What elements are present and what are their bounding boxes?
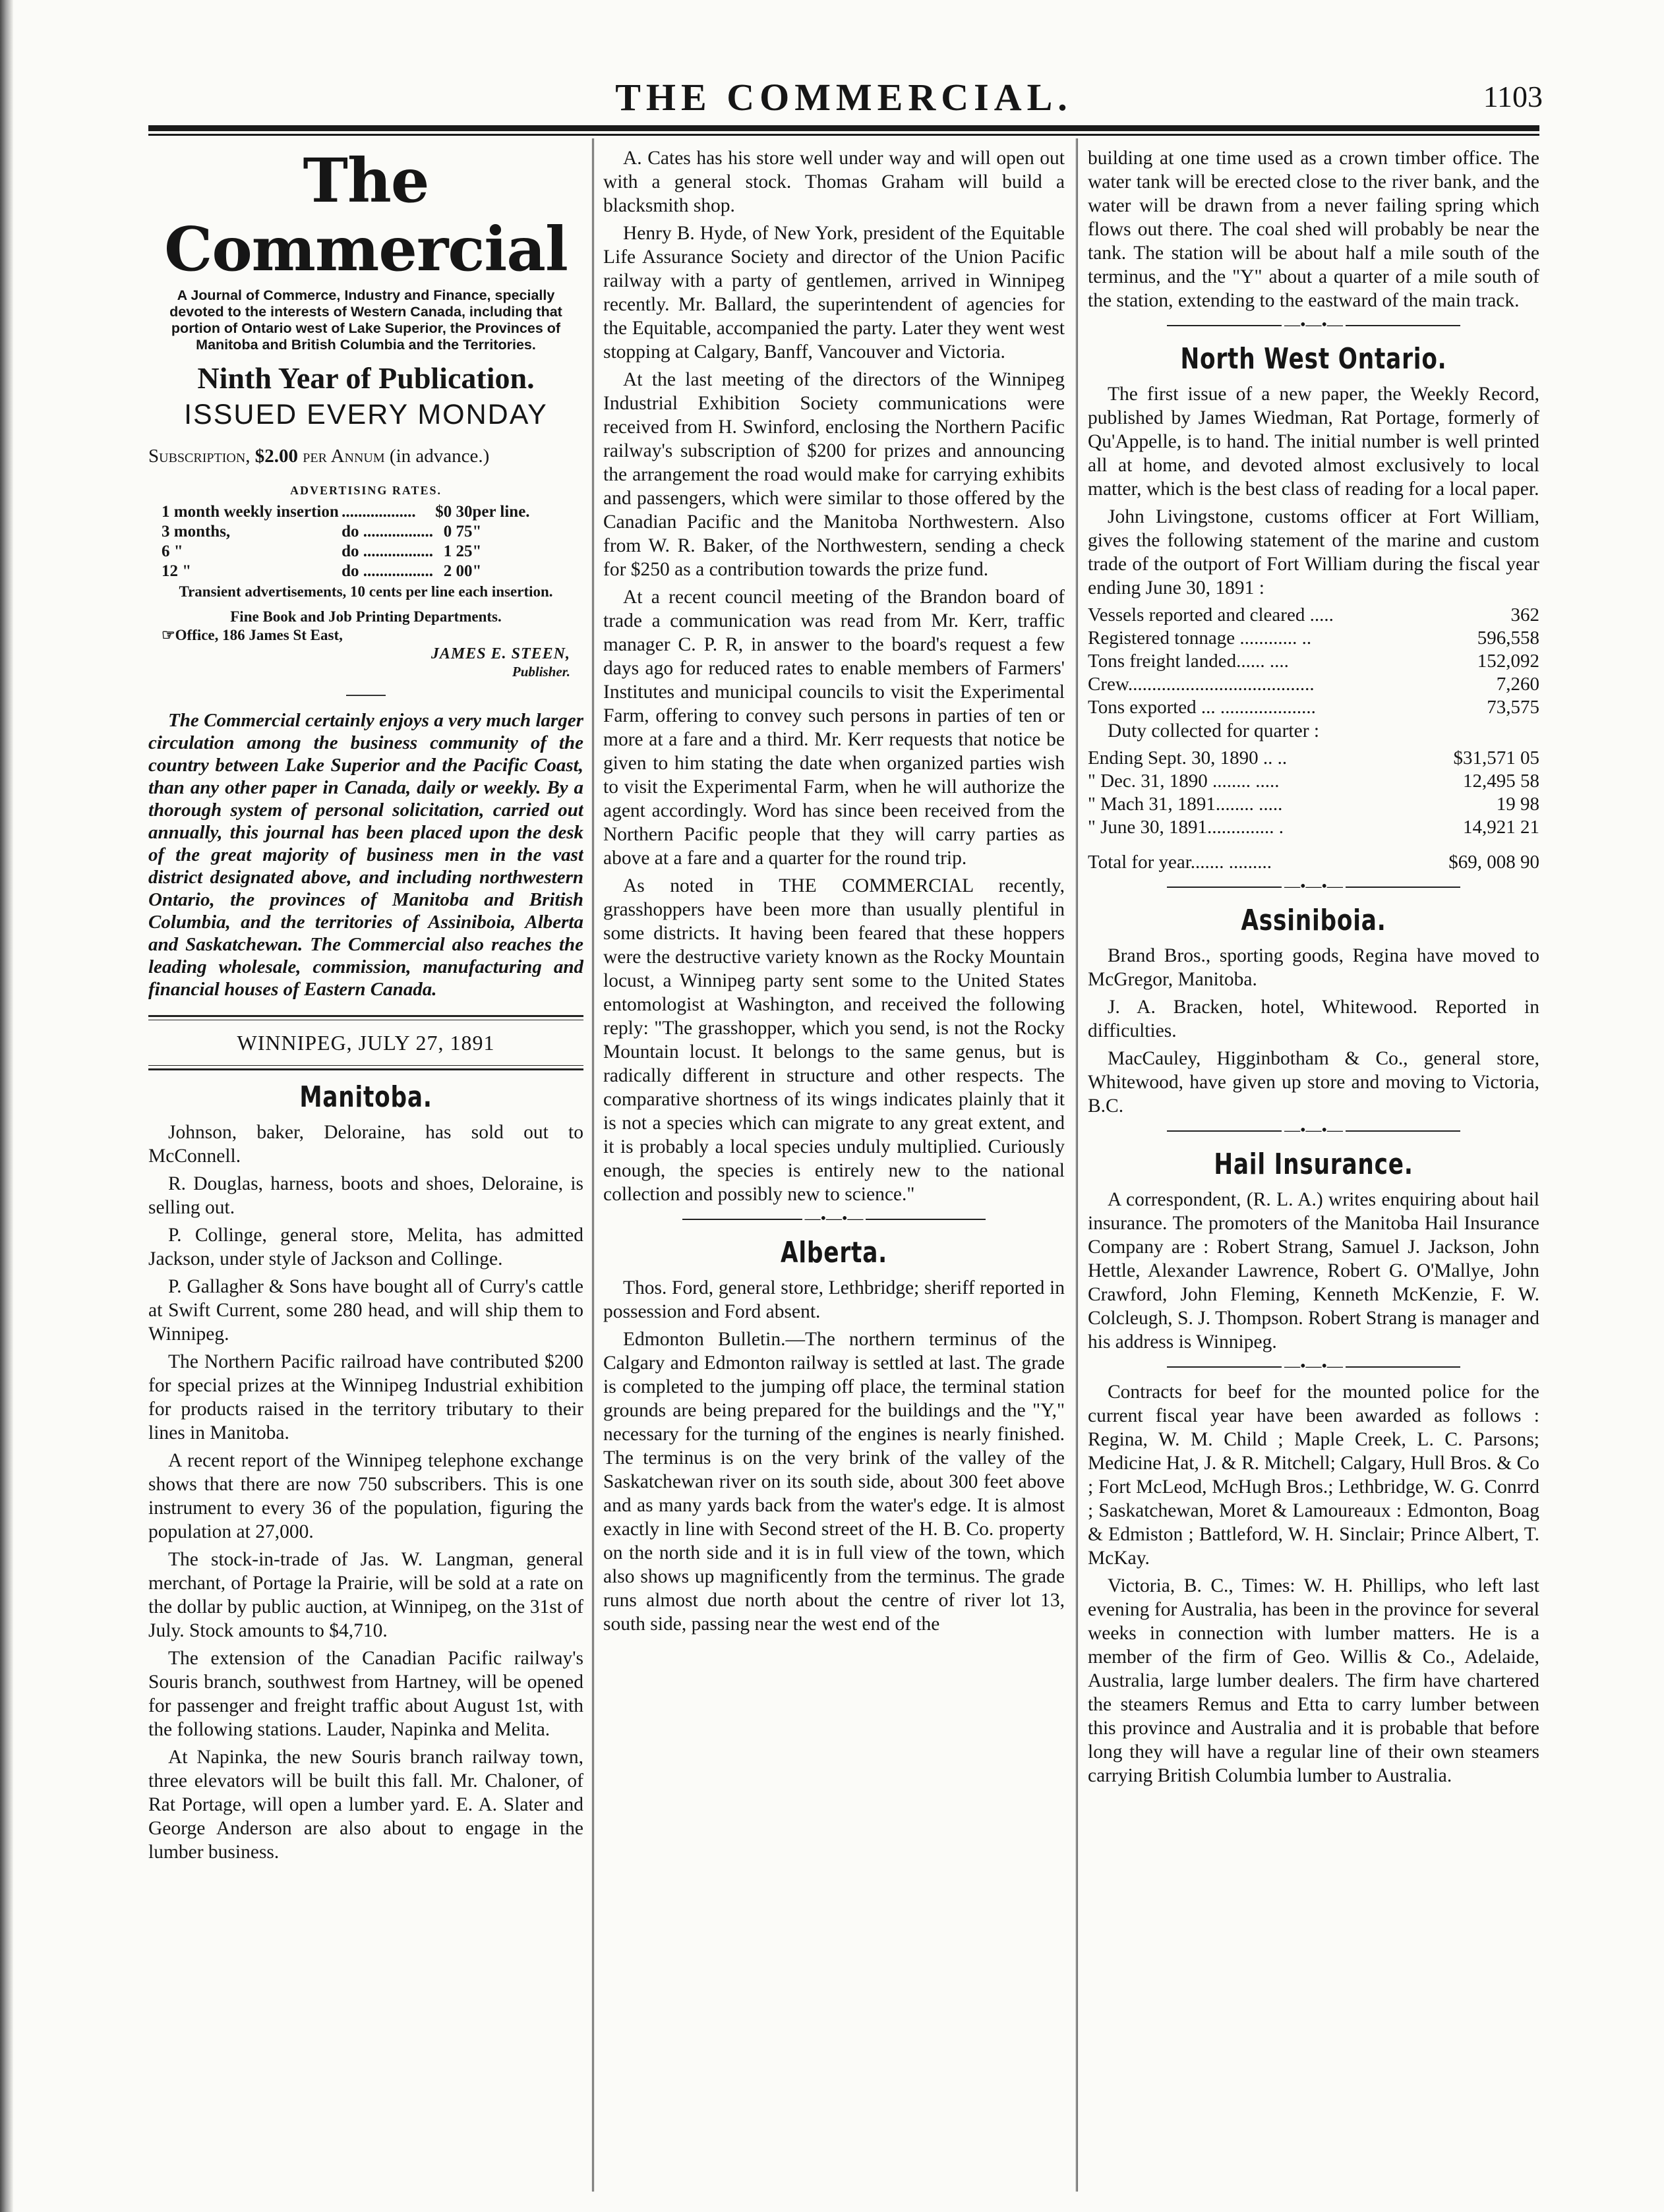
stat-value: 73,575 <box>1487 697 1539 718</box>
advertising-heading: ADVERTISING RATES. <box>289 484 442 497</box>
duty-heading: Duty collected for quarter : <box>1108 720 1320 742</box>
heading-assiniboia: Assiniboia. <box>1241 904 1386 937</box>
rate-dots: do ................. <box>342 523 434 540</box>
rate-price: 2 00 <box>443 562 473 580</box>
rate-unit: " <box>472 562 482 580</box>
assiniboia-section <box>1088 944 1539 1118</box>
duty-value: 12,495 58 <box>1463 771 1539 792</box>
duty-label: " Dec. 31, 1890 ........ ..... <box>1088 771 1280 792</box>
paragraph: Brand Bros., sporting goods, Regina have moved to McGregor, Manitoba. <box>1088 945 1539 990</box>
fine-book-note: Fine Book and Job Printing Departments. <box>230 608 502 625</box>
subscription-note: (in advance.) <box>389 446 490 467</box>
transient-note: Transient advertisements, 10 cents per line each insertion. <box>179 583 553 600</box>
section-divider: —•—•— <box>682 1211 986 1227</box>
paragraph: MacCauley, Higginbotham & Co., general store, Whitewood, have given up store and moving to Victoria, B.C. <box>1088 1048 1539 1117</box>
paragraph: John Livingstone, customs officer at Fort William, gives the following statement of the marine and custom trade of the outport of Fort William during the fiscal year ending June 30, 1891 : <box>1088 506 1539 598</box>
duty-value: 14,921 21 <box>1463 817 1539 838</box>
paragraph: A correspondent, (R. L. A.) writes enquiring about hail insurance. The promoters of the Manitoba Hail Insurance Company are : Robert Strang, Samuel J. Jackson, John Hettle, Alexander Lawrence, Robert G. O'Mallye, John Crawford, John Fleming, Kenneth McKenzie, F. W. Colcleugh, S. J. Thompson. Robert Strang is manager and his address is Winnipeg. <box>1088 1189 1539 1353</box>
duty-label: " June 30, 1891.............. . <box>1088 817 1284 838</box>
table-row <box>162 542 531 562</box>
rate-period: 1 month weekly insertion <box>162 503 339 521</box>
total-value: $69, 008 90 <box>1448 852 1539 873</box>
misc-section <box>1088 1380 1539 1788</box>
stat-label: Tons exported ... .................... <box>1088 697 1316 718</box>
table-row <box>162 522 531 542</box>
table-row <box>1088 650 1539 673</box>
column-rule <box>592 138 594 2192</box>
paragraph: Henry B. Hyde, of New York, president of the Equitable Life Assurance Society and director of the Union Pacific railway with a party of gentlemen, arrived in Winnipeg recently. Mr. Ballard, the superintendent of agencies for the Equitable, accompanied the party. Later they went west stopping at Calgary, Banff, Vancouver and Victoria. <box>603 223 1065 363</box>
issued-line: ISSUED EVERY MONDAY <box>184 399 548 430</box>
table-row <box>1088 839 1539 874</box>
heading-alberta: Alberta. <box>781 1236 887 1269</box>
subscription-price: $2.00 <box>254 446 299 467</box>
rate-price: 1 25 <box>443 542 473 560</box>
rate-period: 3 months, <box>162 523 231 540</box>
top-rule <box>148 125 1539 136</box>
paragraph: Johnson, baker, Deloraine, has sold out to McConnell. <box>148 1122 583 1167</box>
scan-edge <box>0 0 13 2212</box>
paragraph: At the last meeting of the directors of the Winnipeg Industrial Exhibition Society communications were received from H. Swinford, enclosing the Northern Pacific railway's subscription of $200 for prizes and announcing the arrangement the road would make for carrying exhibits and passengers, which were similar to those offered by the Canadian Pacific and the Manitoba Northwestern. Also from W. R. Baker, of the Northwestern, sending a check for $250 as a contribution towards the prize fund. <box>603 369 1065 580</box>
section-divider: —•—•— <box>1167 879 1460 895</box>
paragraph: building at one time used as a crown timber office. The water tank will be erected close to the river bank, and the water will be drawn from a never failing spring which flows out there. The coal shed will probably be near the tank. The station will be about half a mile south of the terminus, and the "Y" about a quarter of a mile south of the station, extending to the eastward of the main track. <box>1088 148 1539 311</box>
rate-unit: " <box>472 542 482 560</box>
table-row <box>1088 604 1539 627</box>
subscription-per: per Annum <box>303 446 385 467</box>
paragraph: The stock-in-trade of Jas. W. Langman, general merchant, of Portage la Prairie, will be sold at a rate on the dollar by public auction, at Winnipeg, on the 31st of July. Stock amounts to $4,710. <box>148 1549 583 1641</box>
subscription-label: Subscription, <box>148 446 251 467</box>
paragraph: The first issue of a new paper, the Weekly Record, published by James Wiedman, Rat Portage, formerly of Qu'Appelle, is to hand. The initial number is well printed all at home, and devoted almost exclusively to local matter, which is the best class of reading for a local paper. <box>1088 384 1539 500</box>
stat-label: Vessels reported and cleared ..... <box>1088 604 1334 626</box>
duty-value: $31,571 05 <box>1453 747 1539 769</box>
rate-dots: .................. <box>342 503 416 521</box>
paragraph: A. Cates has his store well under way and will open out with a general stock. Thomas Graham will build a blacksmith shop. <box>603 148 1065 216</box>
stat-label: Crew....................................... <box>1088 674 1315 695</box>
paragraph: Victoria, B. C., Times: W. H. Phillips, who left last evening for Australia, has been in the province for several weeks in connection with lumber matters. He is a member of the firm of Geo. Willis & Co., Adelaide, Australia, large lumber dealers. The firm have chartered the steamers Remus and Etta to carry lumber between this province and Australia and it is probable that before long they will have a regular line of their own steamers carrying British Columbia lumber to Australia. <box>1088 1575 1539 1786</box>
paragraph: A recent report of the Winnipeg telephone exchange shows that there are now 750 subscribers. This is one instrument to every 36 of the population, figuring the population at 27,000. <box>148 1450 583 1542</box>
year-of-publication: Ninth Year of Publication. <box>197 361 535 395</box>
table-row <box>1088 793 1539 816</box>
paragraph: At Napinka, the new Souris branch railway town, three elevators will be built this fall. Mr. Chaloner, of Rat Portage, will open a lumber yard. E. A. Slater and George Anderson are also about to engage in the lumber business. <box>148 1747 583 1863</box>
masthead <box>145 75 1543 121</box>
stat-value: 7,260 <box>1496 674 1539 695</box>
table-row <box>1088 770 1539 793</box>
heading-hail-insurance: Hail Insurance. <box>1214 1148 1413 1181</box>
short-rule <box>346 695 386 696</box>
table-row <box>1088 627 1539 650</box>
rate-price: 0 75 <box>443 523 473 540</box>
total-label: Total for year....... ......... <box>1088 852 1272 873</box>
table-row <box>162 562 531 581</box>
table-row <box>1088 673 1539 696</box>
column-2-items <box>603 146 1065 1206</box>
paragraph: The extension of the Canadian Pacific railway's Souris branch, southwest from Hartney, will be opened for passenger and freight traffic about August 1st, with the following stations. Lauder, Napinka and Melita. <box>148 1648 583 1740</box>
stat-value: 152,092 <box>1477 651 1539 672</box>
date-rule-bottom <box>148 1065 583 1070</box>
rate-unit: per line. <box>472 503 530 521</box>
paragraph: The Northern Pacific railroad have contributed $200 for special prizes at the Winnipeg Industrial exhibition for products raised in the territory tributary to their lines in Manitoba. <box>148 1351 583 1443</box>
stat-value: 596,558 <box>1477 627 1539 649</box>
rate-dots: do ................. <box>342 562 434 580</box>
section-divider: —•—•— <box>1167 1123 1460 1139</box>
paragraph: Contracts for beef for the mounted police for the current fiscal year have been awarded as follows : Regina, W. M. Child ; Maple Creek, L. C. Parsons; Medicine Hat, J. & R. Mitchell; Calgary, Hull Bros. & Co ; Fort McLeod, McHugh Bros.; Lethbridge, W. G. Conrrd ; Saskatchewan, Moret & Lamoureaux : Edmonton, Boag & Edmiston ; Battleford, W. H. Sinclair; Prince Albert, T. McKay. <box>1088 1382 1539 1569</box>
running-title: THE COMMERCIAL. <box>615 76 1073 119</box>
paragraph: P. Collinge, general store, Melita, has admitted Jackson, under style of Jackson and Collinge. <box>148 1225 583 1269</box>
tagline: A Journal of Commerce, Industry and Finance, specially devoted to the interests of Western Canada, including that portion of Ontario west of Lake Superior, the Provinces of Manitoba and British Columbia and the Territories. <box>169 287 562 353</box>
hail-insurance-section <box>1088 1188 1539 1354</box>
heading-manitoba: Manitoba. <box>299 1080 432 1114</box>
table-row <box>1088 816 1539 839</box>
column-1 <box>148 146 583 2190</box>
duty-label: " Mach 31, 1891........ ..... <box>1088 794 1283 815</box>
manitoba-section <box>148 1121 583 1864</box>
circulation-statement: The Commercial certainly enjoys a very much larger circulation among the business community of the country between Lake Superior and the Pacific Coast, than any other paper in Canada, daily or weekly. By a thorough system of personal solicitation, carried out annually, this journal has been placed upon the desk of the great majority of business men in the vast district designated above, and including northwestern Ontario, the provinces of Manitoba and British Columbia, and the territories of Assiniboia, Alberta and Saskatchewan. The Commercial also reaches the leading wholesale, commission, manufacturing and financial houses of Eastern Canada. <box>148 710 583 1000</box>
date-rule-top <box>148 1015 583 1020</box>
table-row <box>1088 696 1539 719</box>
paper-title: The Commercial <box>164 146 568 285</box>
duty-total <box>1088 839 1539 874</box>
north-west-ontario-section <box>1088 382 1539 600</box>
stat-value: 362 <box>1510 604 1539 626</box>
stat-label: Tons freight landed...... .... <box>1088 651 1289 672</box>
column-3 <box>1088 146 1539 2190</box>
rate-period: 6 " <box>162 542 183 560</box>
duty-label: Ending Sept. 30, 1890 .. .. <box>1088 747 1288 769</box>
rate-period: 12 " <box>162 562 192 580</box>
column-rule <box>1076 138 1078 2192</box>
advertising-rates <box>162 502 531 581</box>
dateline: WINNIPEG, JULY 27, 1891 <box>237 1031 495 1055</box>
heading-north-west-ontario: North West Ontario. <box>1180 342 1447 376</box>
duty-value: 19 98 <box>1496 794 1539 815</box>
paragraph: At a recent council meeting of the Brandon board of trade a communication was read from Mr. Kerr, traffic manager C. P. R, in answer to the board's request a few days ago for reduced rates to enable members of Farmers' Institutes and municipal councils to visit the Experimental Farm, offering to convey such persons in parties of ten or more at a fare and a third. Mr. Kerr requests that notice be given to him stating the date when organized parties wish to visit the Experimental Farm, when he will authorize the agent accordingly. Word has since been received from the Northern Pacific people that they will carry parties as above at a fare and a quarter for the round trip. <box>603 587 1065 869</box>
paragraph: As noted in THE COMMERCIAL recently, grasshoppers have been more than usually plentiful in some districts. It having been feared that these hoppers were the destructive variety known as the Rocky Mountain locust, a Winnipeg party sent some to the United States entomologist at Washington, and received the following reply: "The grasshopper, which you send, is not the Rocky Mountain locust. It belongs to the same genus, but is radically different in structure and other respects. The comparative shortness of its wings indicates plainly that it is not a species which can migrate to any great extent, and it is probably a local species unduly multiplied. Curiously enough, the species is entirely new to the national collection and possibly new to science." <box>603 875 1065 1205</box>
publisher-role: Publisher. <box>512 664 570 680</box>
rate-unit: " <box>472 523 482 540</box>
paragraph: Thos. Ford, general store, Lethbridge; sheriff reported in possession and Ford absent. <box>603 1277 1065 1322</box>
paragraph: P. Gallagher & Sons have bought all of Curry's cattle at Swift Current, some 280 head, and will ship them to Winnipeg. <box>148 1276 583 1345</box>
table-row <box>162 502 531 522</box>
table-row <box>1088 747 1539 770</box>
paragraph: Edmonton Bulletin.—The northern terminus of the Calgary and Edmonton railway is settled at last. The grade is completed to the jumping off place, the terminal station grounds are being prepared for the buildings and the "Y," necessary for the turning of the engines is nearly finished. The terminus is on the very brink of the valley of the Saskatchewan river on its south side, about 300 feet above and as many yards back from the water's edge. It is almost exactly in line with Second street of the H. B. Co. property on the north side and it is in full view of the town, which also shows up magnificently from the terminus. The grade runs almost due north about the centre of river lot 13, south side, passing near the west end of the <box>603 1329 1065 1635</box>
subscription-line <box>148 444 583 468</box>
stat-label: Registered tonnage ............ .. <box>1088 627 1312 649</box>
paragraph: J. A. Bracken, hotel, Whitewood. Reported in difficulties. <box>1088 997 1539 1041</box>
publisher-name: JAMES E. STEEN, <box>431 645 570 662</box>
duty-table <box>1088 747 1539 839</box>
office-address: ☞Office, 186 James St East, <box>162 627 343 643</box>
page-number: 1103 <box>1483 80 1543 113</box>
section-divider: —•—•— <box>1167 1359 1460 1375</box>
section-divider: —•—•— <box>1167 318 1460 334</box>
trade-statistics <box>1088 604 1539 719</box>
column-2 <box>603 146 1065 2190</box>
alberta-section <box>603 1276 1065 1636</box>
rate-dots: do ................. <box>342 542 434 560</box>
paragraph: R. Douglas, harness, boots and shoes, Deloraine, is selling out. <box>148 1173 583 1218</box>
rate-price: $0 30 <box>435 503 473 521</box>
